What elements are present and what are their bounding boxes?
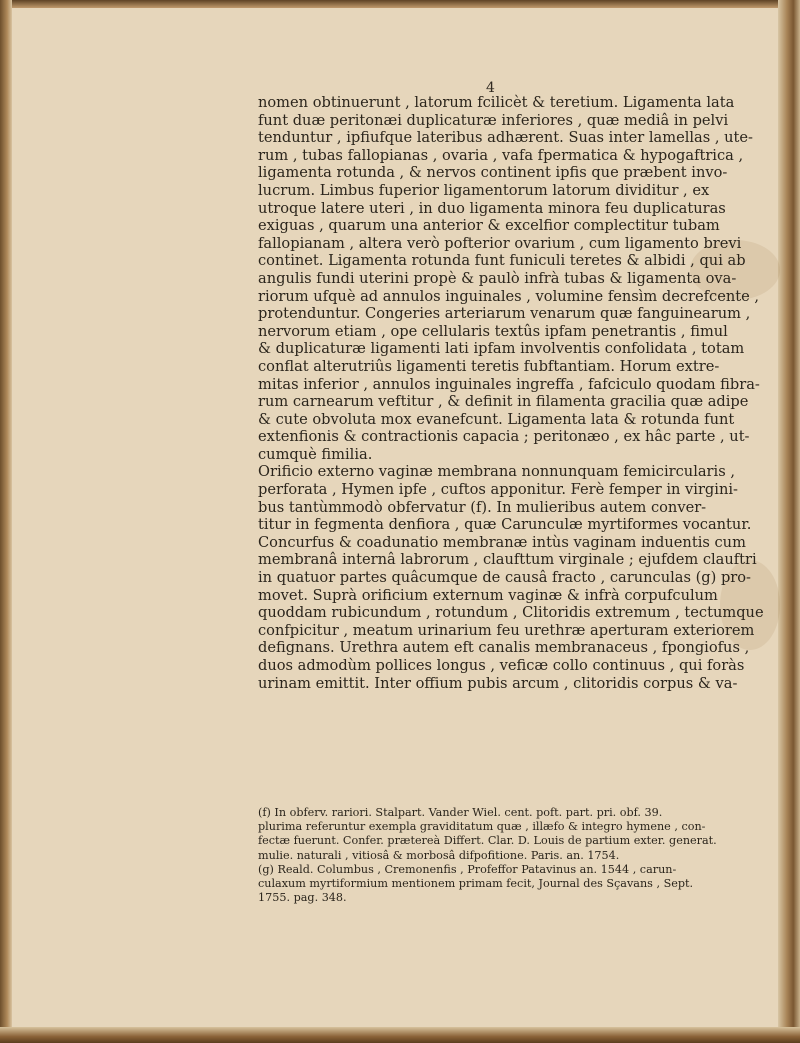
footnotes bbox=[258, 806, 780, 905]
main-text bbox=[258, 94, 780, 692]
footnote-line: plurima referuntur exempla graviditatum quæ , illæfo & integro hymene , con- bbox=[258, 820, 706, 834]
text-line: continet. Ligamenta rotunda funt funiculi teretes & albidi , qui ab bbox=[258, 252, 746, 270]
footnote-line: 1755. pag. 348. bbox=[258, 891, 347, 905]
text-line: extenfionis & contractionis capacia ; peritonæo , ex hâc parte , ut- bbox=[258, 428, 750, 446]
text-line: funt duæ peritonæi duplicaturæ inferiores , quæ mediâ in pelvi bbox=[258, 111, 729, 129]
text-line: utroque latere uteri , in duo ligamenta minora feu duplicaturas bbox=[258, 199, 726, 217]
page-edge-right bbox=[778, 0, 800, 1043]
text-line: bus tantùmmodò obfervatur (f). In mulieribus autem conver- bbox=[258, 498, 707, 516]
text-line: Orificio externo vaginæ membrana nonnunquam femicircularis , bbox=[258, 463, 735, 481]
text-line: angulis fundi uterini propè & paulò infrà tubas & ligamenta ova- bbox=[258, 269, 737, 287]
text-line: Concurfus & coadunatio membranæ intùs vaginam induentis cum bbox=[258, 533, 746, 551]
text-line: in quatuor partes quâcumque de causâ fracto , carunculas (g) pro- bbox=[258, 569, 751, 587]
page-edge-bottom bbox=[0, 1027, 800, 1043]
page-number: 4 bbox=[486, 80, 495, 96]
text-line: cumquè fimilia. bbox=[258, 445, 373, 463]
footnote-line: fectæ fuerunt. Confer. prætereà Differt. Clar. D. Louis de partium exter. generat. bbox=[258, 834, 717, 848]
text-line: fallopianam , altera verò pofterior ovarium , cum ligamento brevi bbox=[258, 234, 742, 252]
text-line: nervorum etiam , ope cellularis textûs ipfam penetrantis , fimul bbox=[258, 322, 728, 340]
text-line: urinam emittit. Inter offium pubis arcum , clitoridis corpus & va- bbox=[258, 674, 738, 692]
text-line: exiguas , quarum una anterior & excelfior complectitur tubam bbox=[258, 217, 720, 235]
text-line: confpicitur , meatum urinarium feu urethræ aperturam exteriorem bbox=[258, 621, 755, 639]
text-line: duos admodùm pollices longus , veficæ collo continuus , qui foràs bbox=[258, 657, 745, 674]
page-edge-top bbox=[0, 0, 800, 8]
footnote-line: culaxum myrtiformium mentionem primam fecit, Journal des Sçavans , Sept. bbox=[258, 877, 694, 891]
text-line: & duplicaturæ ligamenti lati ipfam involventis confolidata , totam bbox=[258, 340, 745, 358]
text-line: lucrum. Limbus fuperior ligamentorum latorum dividitur , ex bbox=[258, 181, 710, 199]
footnote-line: mulie. naturali , vitiosâ & morbosâ difpofitione. Paris. an. 1754. bbox=[258, 848, 620, 862]
text-line: protenduntur. Congeries arteriarum venarum quæ fanguinearum , bbox=[258, 305, 751, 323]
text-line: membranâ internâ labrorum , claufttum virginale ; ejufdem clauftri bbox=[258, 551, 757, 569]
text-line: riorum ufquè ad annulos inguinales , volumine fensìm decrefcente , bbox=[258, 287, 760, 305]
text-line: movet. Suprà orificium externum vaginæ & infrà corpufculum bbox=[258, 586, 718, 604]
text-line: & cute obvoluta mox evanefcunt. Ligamenta lata & rotunda funt bbox=[258, 410, 735, 428]
footnote-line: (g) Reald. Columbus , Cremonenfis , Profeffor Patavinus an. 1544 , carun- bbox=[258, 862, 677, 876]
page-edge-left bbox=[0, 0, 12, 1043]
text-line: tenduntur , ipfiufque lateribus adhærent. Suas inter lamellas , ute- bbox=[258, 129, 753, 147]
text-line: defignans. Urethra autem eft canalis membranaceus , fpongiofus , bbox=[258, 639, 750, 657]
text-line: quoddam rubicundum , rotundum , Clitoridis extremum , tectumque bbox=[258, 604, 764, 622]
text-line: ligamenta rotunda , & nervos continent ipfis que præbent invo- bbox=[258, 164, 728, 182]
text-line: titur in fegmenta denfiora , quæ Carunculæ myrtiformes vocantur. bbox=[258, 516, 752, 534]
text-line: mitas inferior , annulos inguinales ingreffa , fafciculo quodam fibra- bbox=[258, 375, 760, 393]
text-line: nomen obtinuerunt , latorum fcilicèt & teretium. Ligamenta lata bbox=[258, 94, 735, 111]
text-line: rum carnearum veftitur , & definit in filamenta gracilia quæ adipe bbox=[258, 393, 749, 411]
text-line: conflat alterutriûs ligamenti teretis fubftantiam. Horum extre- bbox=[258, 357, 720, 375]
text-line: rum , tubas fallopianas , ovaria , vafa fpermatica & hypogaftrica , bbox=[258, 146, 744, 164]
text-line: perforata , Hymen ipfe , cuftos apponitur. Ferè femper in virgini- bbox=[258, 481, 738, 499]
footnote-line: (f) In obferv. rariori. Stalpart. Vander Wiel. cent. poft. part. pri. obf. 39. bbox=[258, 806, 663, 819]
